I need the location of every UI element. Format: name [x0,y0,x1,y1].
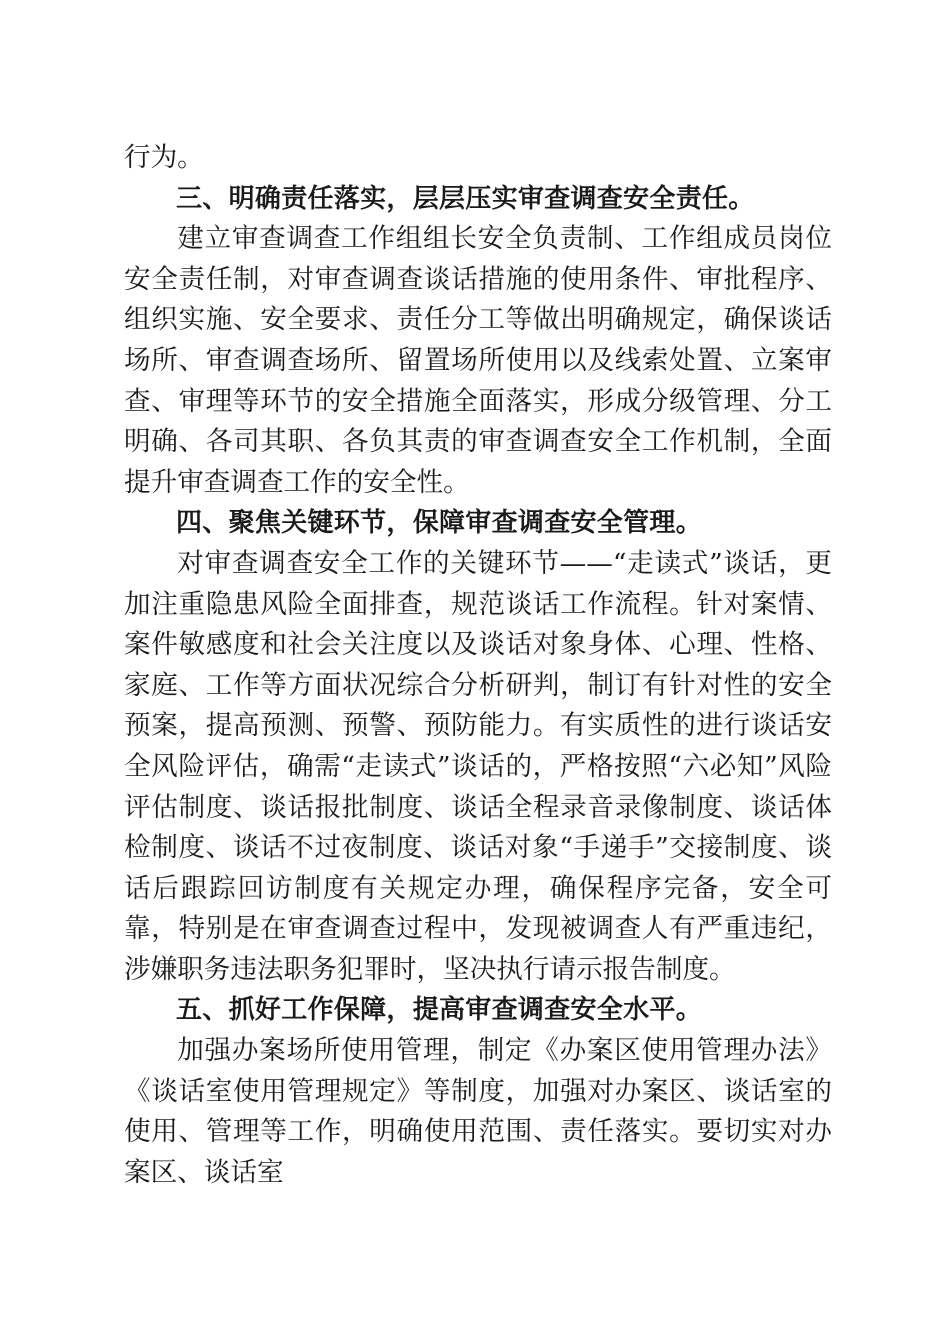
continuation-paragraph: 行为。 [124,142,204,173]
document-body [124,138,832,1193]
section-body-5: 加强办案场所使用管理，制定《办案区使用管理办法》《谈话室使用管理规定》等制度，加强对办案区、谈话室的使用、管理等工作，明确使用范围、责任落实。要切实对办案区、谈话室 [124,1035,832,1188]
section-heading-3: 三、明确责任落实，层层压实审查调查安全责任。 [176,183,755,214]
section-body-3: 建立审查调查工作组组长安全负责制、工作组成员岗位安全责任制，对审查调查谈话措施的使用条件、审批程序、组织实施、安全要求、责任分工等做出明确规定，确保谈话场所、审查调查场所、留置场所使用以及线索处置、立案审查、审理等环节的安全措施全面落实，形成分级管理、分工明确、各司其职、各负其责的审查调查安全工作机制，全面提升审查调查工作的安全性。 [124,223,832,498]
section-heading-5: 五、抓好工作保障，提高审查调查安全水平。 [176,995,703,1026]
section-body-4: 对审查调查安全工作的关键环节——“走读式”谈话，更加注重隐患风险全面排查，规范谈话工作流程。针对案情、案件敏感度和社会关注度以及谈话对象身体、心理、性格、家庭、工作等方面状况综合分析研判，制订有针对性的安全预案，提高预测、预警、预防能力。有实质性的进行谈话安全风险评估，确需“走读式”谈话的，严格按照“六必知”风险评估制度、谈话报批制度、谈话全程录音录像制度、谈话体检制度、谈话不过夜制度、谈话对象“手递手”交接制度、谈话后跟踪回访制度有关规定办理，确保程序完备，安全可靠，特别是在审查调查过程中，发现被调查人有严重违纪，涉嫌职务违法职务犯罪时，坚决执行请示报告制度。 [124,547,832,985]
section-heading-4: 四、聚焦关键环节，保障审查调查安全管理。 [176,508,703,539]
